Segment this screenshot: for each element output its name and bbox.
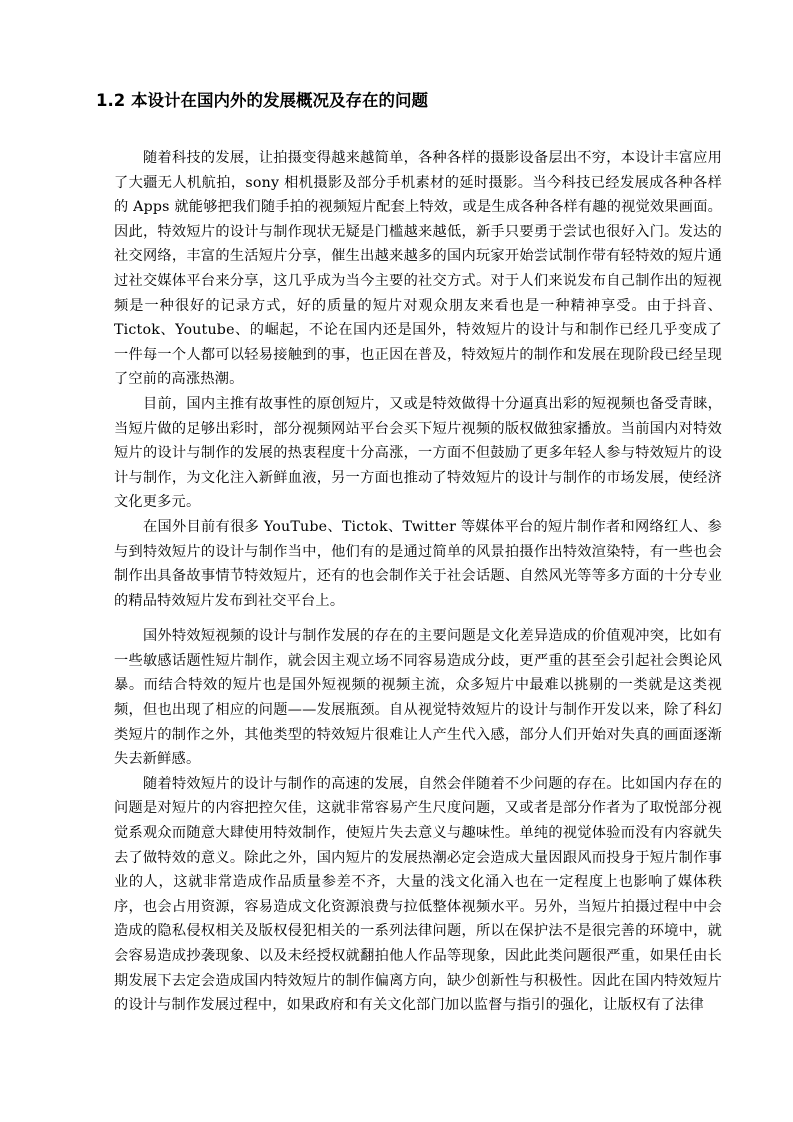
section-heading: 1.2 本设计在国内外的发展概况及存在的问题 — [96, 91, 428, 110]
paragraph-4: 国外特效短视频的设计与制作发展的存在的主要问题是文化差异造成的价值观冲突，比如有一些敏感话题性短片制作，就会因主观立场不同容易造成分歧，更严重的甚至会引起社会舆论风暴。而结合特效的短片也是国外短视频的视频主流，众多短片中最难以挑剔的一类就是这类视频，但也出现了相应的问题——发展瓶颈。自从视觉特效短片的设计与制作开发以来，除了科幻类短片的制作之外，其他类型的特效短片很难让人产生代入感，部分人们开始对失真的画面逐渐失去新鲜感。 — [114, 628, 722, 768]
paragraph-5: 随着特效短片的设计与制作的高速的发展，自然会伴随着不少问题的存在。比如国内存在的问题是对短片的内容把控欠佳，这就非常容易产生尺度问题，又或者是部分作者为了取悦部分视觉系观众而随意大肆使用特效制作，使短片失去意义与趣味性。单纯的视觉体验而没有内容就失去了做特效的意义。除此之外，国内短片的发展热潮必定会造成大量因跟风而投身于短片制作事业的人，这就非常造成作品质量参差不齐，大量的浅文化涌入也在一定程度上也影响了媒体秩序，也会占用资源，容易造成文化资源浪费与拉低整体视频水平。另外，当短片拍摄过程中中会造成的隐私侵权相关及版权侵犯相关的一系列法律问题，所以在保护法不是很完善的环境中，就会容易造成抄袭现象、以及未经授权就翻拍他人作品等现象，因此此类问题很严重，如果任由长期发展下去定会造成国内特效短片的制作偏离方向，缺少创新性与积极性。因此在国内特效短片的设计与制作发展过程中，如果政府和有关文化部门加以监督与指引的强化，让版权有了法律 — [114, 775, 722, 1014]
paragraph-1: 随着科技的发展，让拍摄变得越来越简单，各种各样的摄影设备层出不穷，本设计丰富应用了大疆无人机航拍，sony 相机摄影及部分手机素材的延时摄影。当今科技已经发展成各种各样的 Apps 就能够把我们随手拍的视频短片配套上特效，或是生成各种各样有趣的视觉效果画面。因此，特效短片的设计与制作现状无疑是门槛越来越低，新手只要勇于尝试也很好入门。发达的社交网络，丰富的生活短片分享，催生出越来越多的国内玩家开始尝试制作带有轻特效的短片通过社交媒体平台来分享，这几乎成为当今主要的社交方式。对于人们来说发布自己制作出的短视频是一种很好的记录方式，好的质量的短片对观众朋友来看也是一种精神享受。由于抖音、Tictok、Youtube、的崛起，不论在国内还是国外，特效短片的设计与和制作已经几乎变成了一件每一个人都可以轻易接触到的事，也正因在普及，特效短片的制作和发展在现阶段已经呈现了空前的高涨热潮。 — [114, 150, 722, 388]
paragraph-2: 目前，国内主推有故事性的原创短片，又或是特效做得十分逼真出彩的短视频也备受青睐，当短片做的足够出彩时，部分视频网站平台会买下短片视频的版权做独家播放。当前国内对特效短片的设计与制作的发展的热衷程度十分高涨，一方面不但鼓励了更多年轻人参与特效短片的设计与制作，为文化注入新鲜血液，另一方面也推动了特效短片的设计与制作的市场发展，使经济文化更多元。 — [114, 395, 722, 511]
document-body — [114, 146, 722, 1018]
paragraph-3: 在国外目前有很多 YouTube、Tictok、Twitter 等媒体平台的短片制作者和网络红人、参与到特效短片的设计与制作当中，他们有的是通过简单的风景拍摄作出特效渲染特，有一些也会制作出具备故事情节特效短片，还有的也会制作关于社会话题、自然风光等等多方面的十分专业的精品特效短片发布到社交平台上。 — [114, 518, 722, 609]
